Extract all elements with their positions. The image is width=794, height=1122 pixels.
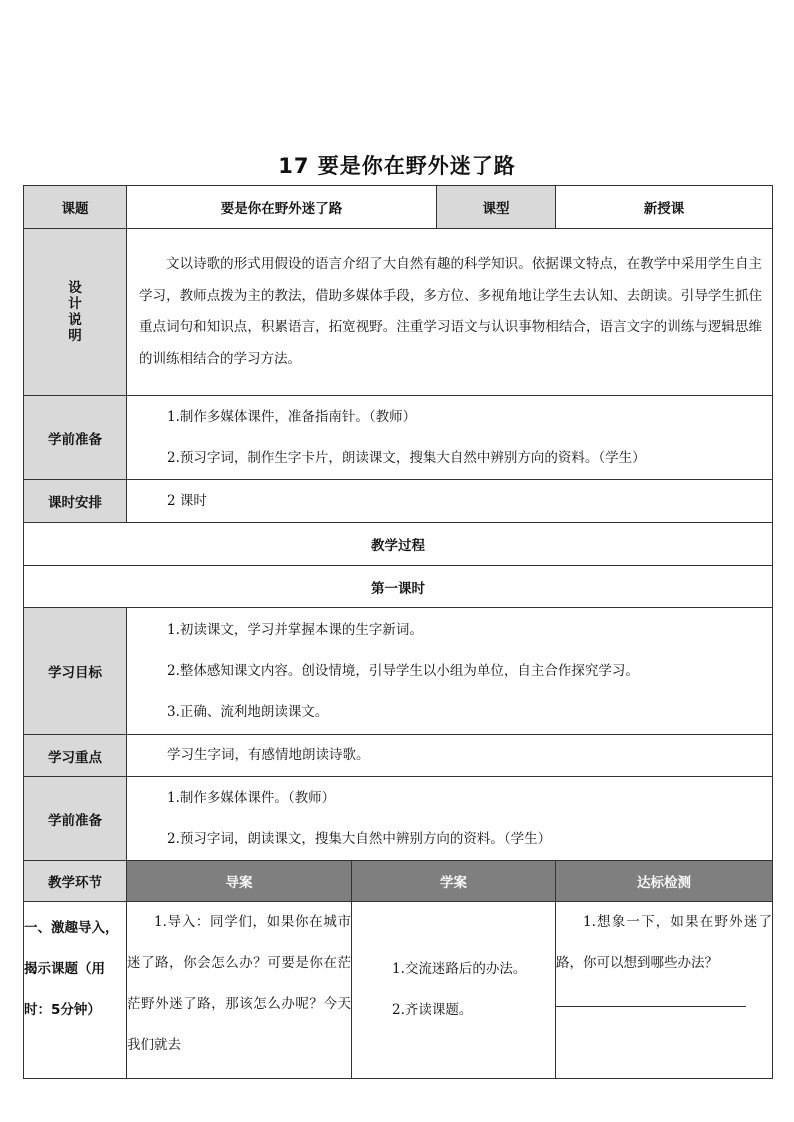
design-label bbox=[24, 229, 127, 396]
goal-item: 1.初读课文，学习并掌握本课的生字新词。 bbox=[167, 621, 423, 638]
step1-guide bbox=[127, 902, 352, 1079]
prep1-item: 1.制作多媒体课件，准备指南针。（教师） bbox=[167, 408, 417, 425]
step1-check bbox=[556, 902, 773, 1079]
step1-stage-text: 一、激趣导入，揭示课题（用时：5分钟） bbox=[24, 920, 119, 1018]
design-label-char: 设 bbox=[68, 280, 82, 296]
prep1-label: 学前准备 bbox=[24, 396, 127, 480]
answer-blank-line[interactable] bbox=[556, 1006, 746, 1007]
prep2-item: 1.制作多媒体课件。（教师） bbox=[167, 789, 336, 806]
schedule-label: 课时安排 bbox=[24, 480, 127, 523]
goals-row bbox=[24, 608, 773, 735]
check-header: 达标检测 bbox=[556, 861, 773, 902]
study-item: 2.齐读课题。 bbox=[392, 1002, 473, 1018]
lesson-row bbox=[24, 566, 773, 608]
goals-label: 学习目标 bbox=[24, 608, 127, 735]
design-text-cell bbox=[127, 229, 773, 396]
design-text: 文以诗歌的形式用假设的语言介绍了大自然有趣的科学知识。依据课文特点，在教学中采用学生自主学习，教师点拨为主的教法，借助多媒体手段，多方位、多视角地让学生去认知、去朗读。引导学生抓住重点词句和知识点，积累语言，拓宽视野。注重学习语文与认识事物相结合，语言文字的训练与逻辑思维的训练相结合的学习方法。 bbox=[139, 256, 762, 367]
process-row bbox=[24, 523, 773, 566]
header-row bbox=[24, 186, 773, 229]
step1-check-text: 1.想象一下，如果在野外迷了路，你可以想到哪些办法？ bbox=[556, 914, 772, 971]
topic-label: 课题 bbox=[24, 186, 127, 229]
type-value: 新授课 bbox=[556, 186, 773, 229]
stage-header: 教学环节 bbox=[24, 861, 127, 902]
prep2-cell bbox=[127, 777, 773, 861]
lesson-title: 第一课时 bbox=[24, 566, 773, 608]
study-header: 学案 bbox=[352, 861, 556, 902]
type-label: 课型 bbox=[437, 186, 556, 229]
goals-cell bbox=[127, 608, 773, 735]
study-item: 1.交流迷路后的办法。 bbox=[392, 961, 527, 977]
prep2-row bbox=[24, 777, 773, 861]
step1-stage bbox=[24, 902, 127, 1079]
prep1-cell bbox=[127, 396, 773, 480]
schedule-cell bbox=[127, 480, 773, 523]
page-title: 17 要是你在野外迷了路 bbox=[278, 154, 516, 178]
design-label-char: 计 bbox=[68, 296, 82, 312]
focus-label: 学习重点 bbox=[24, 735, 127, 777]
steps-header-row bbox=[24, 861, 773, 902]
schedule-value: 2 课时 bbox=[167, 492, 207, 509]
step1-guide-text: 1.导入：同学们，如果你在城市迷了路，你会怎么办？可要是你在茫茫野外迷了路，那该怎么办呢？今天我们就去 bbox=[127, 914, 351, 1053]
focus-value: 学习生字词，有感情地朗读诗歌。 bbox=[167, 747, 370, 763]
design-label-char: 说 bbox=[68, 312, 82, 328]
topic-value: 要是你在野外迷了路 bbox=[127, 186, 437, 229]
step1-study bbox=[352, 902, 556, 1079]
prep1-item: 2.预习字词，制作生字卡片，朗读课文，搜集大自然中辨别方向的资料。（学生） bbox=[167, 449, 646, 466]
step1-row bbox=[24, 902, 773, 1079]
prep1-row bbox=[24, 396, 773, 480]
schedule-row bbox=[24, 480, 773, 523]
focus-cell bbox=[127, 735, 773, 777]
goal-item: 3.正确、流利地朗读课文。 bbox=[167, 703, 329, 720]
process-title: 教学过程 bbox=[24, 523, 773, 566]
prep2-item: 2.预习字词，朗读课文，搜集大自然中辨别方向的资料。（学生） bbox=[167, 830, 552, 847]
design-row bbox=[24, 229, 773, 396]
guide-header: 导案 bbox=[127, 861, 352, 902]
design-label-char: 明 bbox=[68, 328, 82, 344]
lesson-plan-table bbox=[23, 185, 773, 1079]
goal-item: 2.整体感知课文内容。创设情境，引导学生以小组为单位，自主合作探究学习。 bbox=[167, 662, 639, 679]
prep2-label: 学前准备 bbox=[24, 777, 127, 861]
focus-row bbox=[24, 735, 773, 777]
